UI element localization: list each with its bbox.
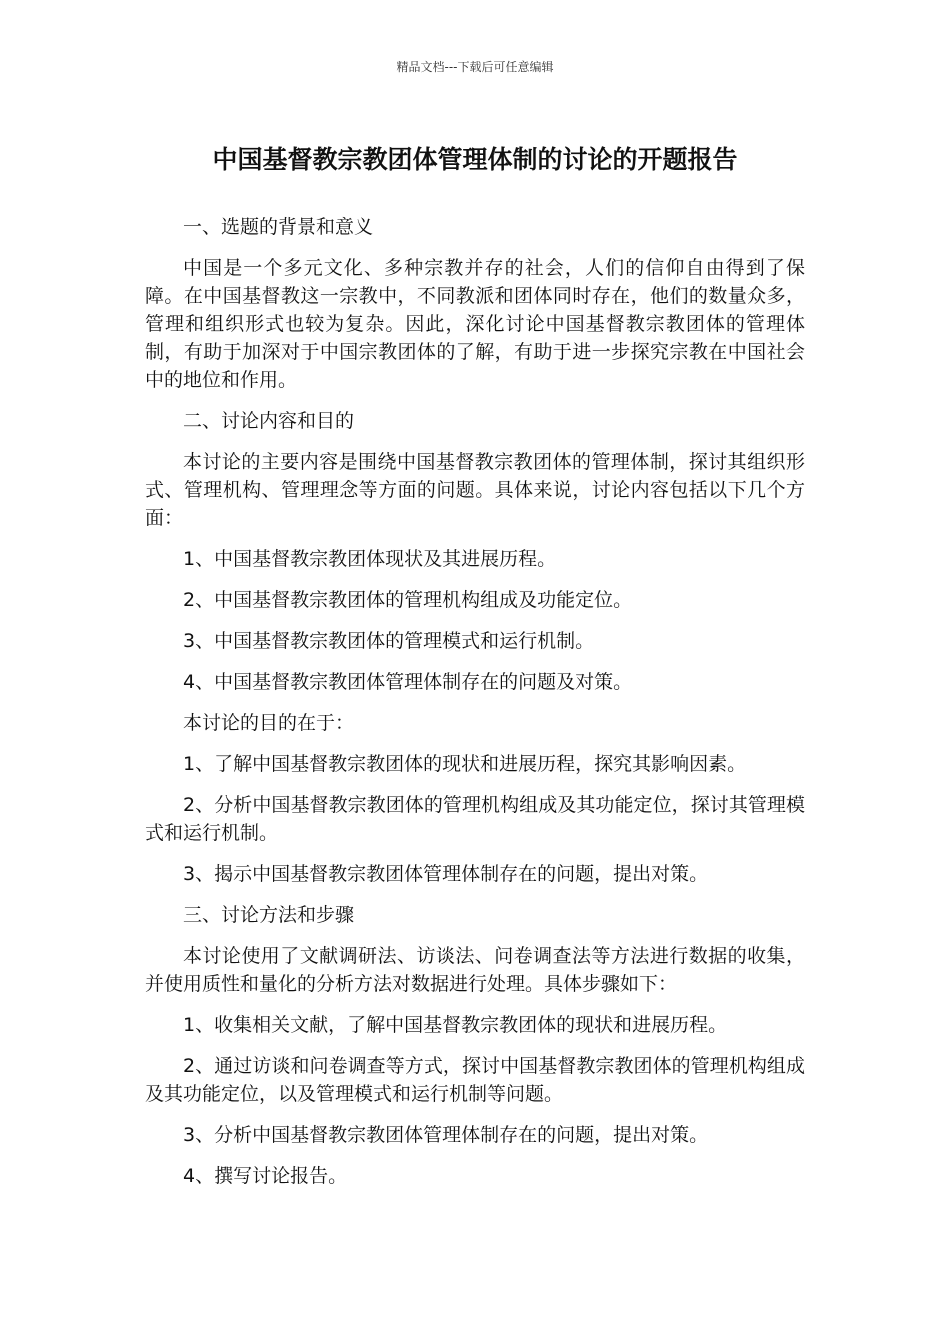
body-paragraph: 本讨论使用了文献调研法、访谈法、问卷调查法等方法进行数据的收集，并使用质性和量化的分析方法对数据进行处理。具体步骤如下： [145,945,805,995]
header-note: 精品文档---下载后可任意编辑 [396,60,554,74]
section-heading: 二、讨论内容和目的 [183,410,355,432]
section-heading: 三、讨论方法和步骤 [183,904,355,926]
list-item: 1、收集相关文献，了解中国基督教宗教团体的现状和进展历程。 [183,1014,728,1036]
body-paragraph: 本讨论的目的在于： [183,712,355,734]
section-heading: 一、选题的背景和意义 [183,216,374,238]
list-item: 4、撰写讨论报告。 [183,1165,348,1187]
list-item: 2、通过访谈和问卷调查等方式，探讨中国基督教宗教团体的管理机构组成及其功能定位，以及管理模式和运行机制等问题。 [145,1055,805,1105]
list-item: 3、中国基督教宗教团体的管理模式和运行机制。 [183,630,595,652]
list-item: 3、揭示中国基督教宗教团体管理体制存在的问题，提出对策。 [183,863,709,885]
list-item: 1、了解中国基督教宗教团体的现状和进展历程，探究其影响因素。 [183,753,747,775]
body-paragraph: 中国是一个多元文化、多种宗教并存的社会，人们的信仰自由得到了保障。在中国基督教这一宗教中，不同教派和团体同时存在，他们的数量众多，管理和组织形式也较为复杂。因此，深化讨论中国基督教宗教团体的管理体制，有助于加深对于中国宗教团体的了解，有助于进一步探究宗教在中国社会中的地位和作用。 [145,257,805,391]
list-item: 2、中国基督教宗教团体的管理机构组成及功能定位。 [183,589,633,611]
document-body [145,213,805,1203]
list-item: 2、分析中国基督教宗教团体的管理机构组成及其功能定位，探讨其管理模式和运行机制。 [145,794,805,844]
list-item: 1、中国基督教宗教团体现状及其进展历程。 [183,548,557,570]
body-paragraph: 本讨论的主要内容是围绕中国基督教宗教团体的管理体制，探讨其组织形式、管理机构、管理理念等方面的问题。具体来说，讨论内容包括以下几个方面： [145,451,805,529]
list-item: 4、中国基督教宗教团体管理体制存在的问题及对策。 [183,671,633,693]
document-title: 中国基督教宗教团体管理体制的讨论的开题报告 [212,145,738,174]
list-item: 3、分析中国基督教宗教团体管理体制存在的问题，提出对策。 [183,1124,709,1146]
